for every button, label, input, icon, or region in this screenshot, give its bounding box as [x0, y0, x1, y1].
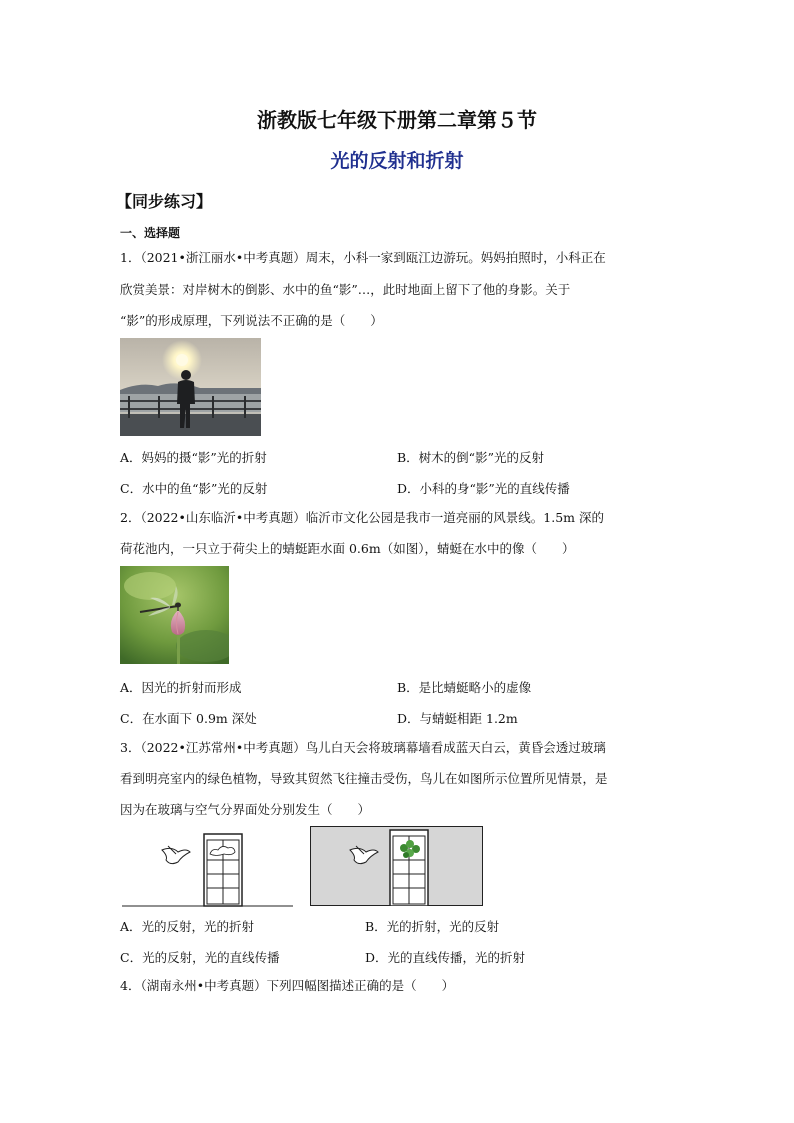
q1-line-2: 欣赏美景：对岸树木的倒影、水中的鱼“影”…，此时地面上留下了他的身影。关于: [120, 282, 571, 297]
document-title: 浙教版七年级下册第二章第５节: [257, 108, 537, 132]
q3-option-c: C．光的反射，光的直线传播: [120, 950, 280, 965]
q2-line-2: 荷花池内，一只立于荷尖上的蜻蜓距水面 0.6m（如图），蜻蜓在水中的像（ ）: [120, 541, 575, 556]
part-label: 一、选择题: [120, 226, 181, 240]
q2-line-1: 2．（2022•山东临沂•中考真题）临沂市文化公园是我市一道亮丽的风景线。1.5m 深的: [120, 510, 604, 525]
q1-option-c: C．水中的鱼“影”光的反射: [120, 481, 268, 496]
q3-option-d: D．光的直线传播，光的折射: [365, 950, 526, 965]
q1-option-d: D．小科的身“影”光的直线传播: [397, 481, 570, 496]
q4-line-1: 4．（湖南永州•中考真题）下列四幅图描述正确的是（ ）: [120, 978, 455, 993]
q1-line-1: 1．（2021•浙江丽水•中考真题）周末，小科一家到瓯江边游玩。妈妈拍照时，小科正在: [120, 250, 606, 265]
q3-figure-daytime: [120, 826, 295, 908]
q3-line-3: 因为在玻璃与空气分界面处分别发生（ ）: [120, 802, 371, 817]
q2-photo-dragonfly-lotus: [120, 566, 229, 664]
q3-line-1: 3．（2022•江苏常州•中考真题）鸟儿白天会将玻璃幕墙看成蓝天白云，黄昏会透过玻璃: [120, 740, 606, 755]
q3-figure-dusk: [310, 826, 483, 906]
q3-line-2: 看到明亮室内的绿色植物，导致其贸然飞往撞击受伤，鸟儿在如图所示位置所见情景，是: [120, 771, 608, 786]
q1-option-b: B．树木的倒“影”光的反射: [397, 450, 544, 465]
section-heading: 【同步练习】: [116, 192, 213, 211]
q2-option-d: D．与蜻蜓相距 1.2m: [397, 711, 518, 726]
q1-photo-riverside: [120, 338, 261, 436]
q3-option-a: A．光的反射，光的折射: [120, 919, 255, 934]
q1-line-3: “影”的形成原理，下列说法不正确的是（ ）: [120, 313, 383, 328]
q3-option-b: B．光的折射，光的反射: [365, 919, 500, 934]
q2-option-a: A．因光的折射而形成: [120, 680, 242, 695]
q2-option-b: B．是比蜻蜓略小的虚像: [397, 680, 532, 695]
document-subtitle: 光的反射和折射: [330, 150, 464, 172]
q2-option-c: C．在水面下 0.9m 深处: [120, 711, 257, 726]
q1-option-a: A．妈妈的摄“影”光的折射: [120, 450, 267, 465]
